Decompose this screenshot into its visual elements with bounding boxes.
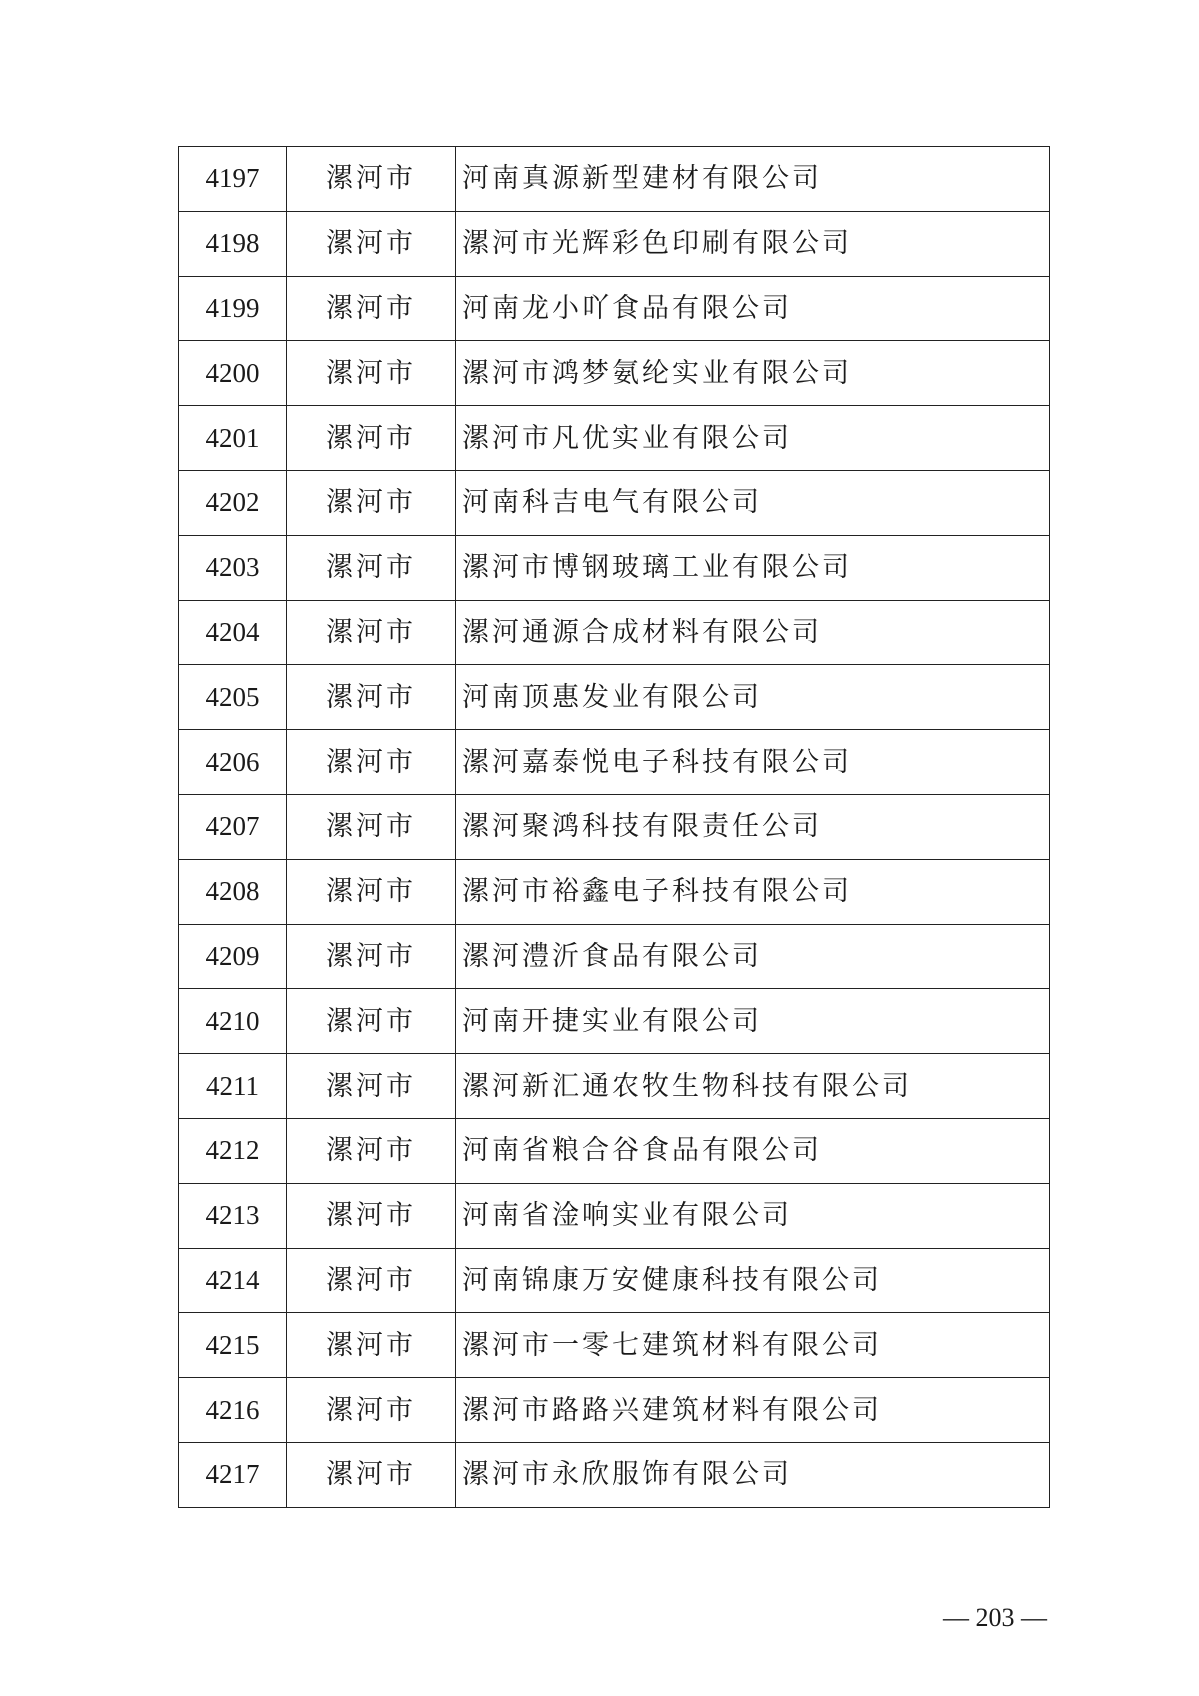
row-number: 4209 [179,924,287,989]
row-city: 漯河市 [287,147,456,212]
row-company-name: 漯河市路路兴建筑材料有限公司 [456,1378,1050,1443]
page-number: — 203 — [943,1603,1047,1632]
row-city: 漯河市 [287,1378,456,1443]
row-company-name: 漯河市凡优实业有限公司 [456,406,1050,471]
row-city: 漯河市 [287,1442,456,1507]
row-company-name: 河南顶惠发业有限公司 [456,665,1050,730]
table-row [179,859,1050,924]
row-city: 漯河市 [287,341,456,406]
table-row [179,989,1050,1054]
row-number: 4198 [179,211,287,276]
table-row [179,1054,1050,1119]
row-company-name: 漯河市永欣服饰有限公司 [456,1442,1050,1507]
row-company-name: 漯河市博钢玻璃工业有限公司 [456,535,1050,600]
row-number: 4214 [179,1248,287,1313]
row-city: 漯河市 [287,470,456,535]
row-company-name: 河南开捷实业有限公司 [456,989,1050,1054]
table-row [179,1378,1050,1443]
table-row [179,600,1050,665]
row-company-name: 漯河市一零七建筑材料有限公司 [456,1313,1050,1378]
row-company-name: 河南锦康万安健康科技有限公司 [456,1248,1050,1313]
table-row [179,406,1050,471]
row-number: 4201 [179,406,287,471]
company-list-table [178,146,1050,1508]
row-number: 4211 [179,1054,287,1119]
row-city: 漯河市 [287,1248,456,1313]
table-row [179,535,1050,600]
row-number: 4203 [179,535,287,600]
row-company-name: 漯河嘉泰悦电子科技有限公司 [456,730,1050,795]
row-company-name: 河南省淦响实业有限公司 [456,1183,1050,1248]
row-city: 漯河市 [287,211,456,276]
table-row [179,1248,1050,1313]
table-row [179,924,1050,989]
row-city: 漯河市 [287,924,456,989]
table-row [179,1442,1050,1507]
row-number: 4197 [179,147,287,212]
row-number: 4208 [179,859,287,924]
row-number: 4204 [179,600,287,665]
row-number: 4206 [179,730,287,795]
row-city: 漯河市 [287,730,456,795]
row-company-name: 漯河澧沂食品有限公司 [456,924,1050,989]
row-company-name: 河南龙小吖食品有限公司 [456,276,1050,341]
table-row [179,147,1050,212]
row-company-name: 漯河市鸿梦氨纶实业有限公司 [456,341,1050,406]
row-company-name: 河南真源新型建材有限公司 [456,147,1050,212]
row-number: 4212 [179,1118,287,1183]
row-city: 漯河市 [287,859,456,924]
row-number: 4215 [179,1313,287,1378]
row-number: 4217 [179,1442,287,1507]
row-company-name: 漯河聚鸿科技有限责任公司 [456,794,1050,859]
row-number: 4216 [179,1378,287,1443]
table-row [179,211,1050,276]
row-company-name: 漯河市光辉彩色印刷有限公司 [456,211,1050,276]
row-city: 漯河市 [287,989,456,1054]
row-number: 4202 [179,470,287,535]
table-row [179,470,1050,535]
table-row [179,1118,1050,1183]
row-number: 4213 [179,1183,287,1248]
row-city: 漯河市 [287,1313,456,1378]
row-company-name: 河南科吉电气有限公司 [456,470,1050,535]
table-row [179,341,1050,406]
row-number: 4207 [179,794,287,859]
table-row [179,1313,1050,1378]
table-row [179,1183,1050,1248]
row-city: 漯河市 [287,535,456,600]
row-city: 漯河市 [287,1183,456,1248]
row-city: 漯河市 [287,1118,456,1183]
row-company-name: 漯河市裕鑫电子科技有限公司 [456,859,1050,924]
company-list-body [179,147,1050,1508]
row-company-name: 漯河新汇通农牧生物科技有限公司 [456,1054,1050,1119]
row-city: 漯河市 [287,1054,456,1119]
row-number: 4205 [179,665,287,730]
row-city: 漯河市 [287,406,456,471]
table-row [179,794,1050,859]
row-company-name: 漯河通源合成材料有限公司 [456,600,1050,665]
row-number: 4200 [179,341,287,406]
row-city: 漯河市 [287,665,456,730]
row-city: 漯河市 [287,276,456,341]
table-row [179,730,1050,795]
table-row [179,276,1050,341]
row-company-name: 河南省粮合谷食品有限公司 [456,1118,1050,1183]
table-row [179,665,1050,730]
row-city: 漯河市 [287,794,456,859]
row-city: 漯河市 [287,600,456,665]
row-number: 4210 [179,989,287,1054]
row-number: 4199 [179,276,287,341]
